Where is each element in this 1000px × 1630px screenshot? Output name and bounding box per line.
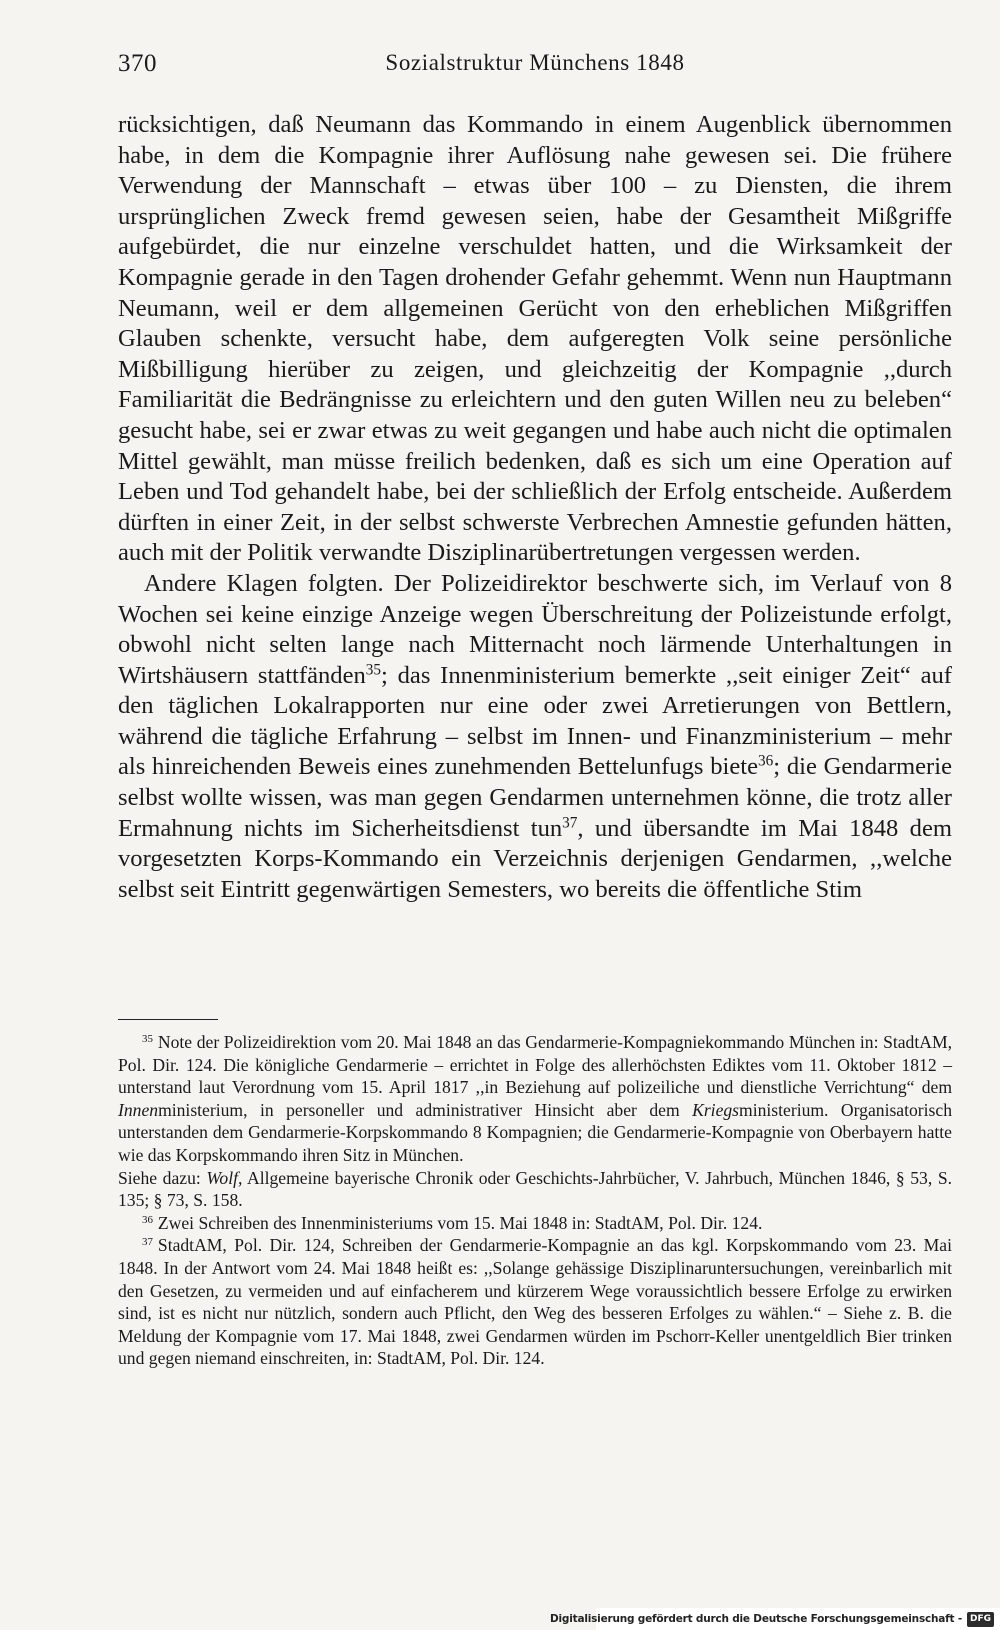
footnote-35-italic-innen: Innen <box>118 1099 159 1120</box>
paragraph-2-part-c: ; die Gendarmerie selbst wollte wissen, was man gegen Gendarmen unternehmen könne, die trotz aller Ermahnung nichts im Sicherheitsdienst tun <box>118 753 952 842</box>
digitization-footer <box>550 1608 1000 1630</box>
main-text <box>118 110 952 905</box>
footnote-35-italic-kriegs: Kriegs <box>692 1099 740 1120</box>
page-header <box>118 50 952 84</box>
footnote-35-text-a: Note der Polizeidirektion vom 20. Mai 1848 an das Gendarmerie-Kompagniekommando München in: StadtAM, Pol. Dir. 124. Die königliche Gendarmerie – errichtet in Folge des allerhöchsten Ediktes vom 11. Oktober 1812 – unterstand laut Verordnung vom 15. April 1817 ,,in Beziehung auf polizeiliche und dienstliche Verrichtung“ dem <box>118 1032 952 1098</box>
paragraph-1: rücksichtigen, daß Neumann das Kommando in einem Augenblick übernommen habe, in dem die Kompagnie ihrer Auflösung nahe gewesen sei. Die frühere Verwendung der Mannschaft – etwas über 100 – zu Diensten, die ihrem ursprünglichen Zweck fremd gewesen seien, habe der Gesamtheit Mißgriffe aufgebürdet, die nur einzelne verschuldet hatten, und die Wirksamkeit der Kompagnie gerade in den Tagen drohender Gefahr gehemmt. Wenn nun Hauptmann Neumann, weil er dem allgemeinen Gerücht von den erheblichen Mißgriffen Glauben schenkte, versucht habe, dem aufgeregten Volk seine persönliche Mißbilligung hierüber zu zeigen, und gleichzeitig der Kompagnie ,,durch Familiarität die Bedrängnisse zu erleichtern und den guten Willen neu zu beleben“ gesucht habe, sei er zwar etwas zu weit gegangen und habe auch nicht die optimalen Mittel gewählt, man müsse freilich bedenken, daß es sich um eine Operation auf Leben und Tod gehandelt habe, bei der schließlich der Erfolg entscheide. Außerdem dürften in einer Zeit, in der selbst schwerste Verbrechen Amnestie gefunden hätten, auch mit der Politik verwandte Disziplinarübertretungen vergessen werden. <box>118 111 952 567</box>
page-number: 370 <box>118 50 157 77</box>
footnote-divider <box>118 1019 218 1020</box>
footnote-36 <box>118 1212 952 1235</box>
footnote-number-37: 37 <box>142 1236 153 1249</box>
funding-note: Digitalisierung gefördert durch die Deutsche Forschungsgemeinschaft - <box>550 1613 962 1625</box>
footnote-37-text: StadtAM, Pol. Dir. 124, Schreiben der Gendarmerie-Kompagnie an das kgl. Korpskommando vom 23. Mai 1848. In der Antwort vom 24. Mai 1848 heißt es: ,,Solange gehässige Disziplinaruntersuchungen, vereinbarlich mit den Gesetzen, zu vermeiden und auf einfacherem und kürzerem Wege voraussichtlich bessere Erfolge zu erwirken sind, ist es nicht nur nützlich, sondern auch Pflicht, den Weg des besseren Erfolges zu wählen.“ – Siehe z. B. die Meldung der Kompagnie vom 17. Mai 1848, zwei Gendarmen würden im Pschorr-Keller unentgeldlich Bier trinken und gegen niemand einschreiten, in: StadtAM, Pol. Dir. 124. <box>118 1235 952 1369</box>
footnote-36-text: Zwei Schreiben des Innenministeriums vom 15. Mai 1848 in: StadtAM, Pol. Dir. 124. <box>157 1212 763 1233</box>
footnote-ref-37[interactable]: 37 <box>562 814 578 832</box>
paragraph-2-part-a: Andere Klagen folgten. Der Polizeidirektor beschwerte sich, im Verlauf von 8 Wochen sei keine einzige Anzeige wegen Überschreitung der Polizeistunde erfolgt, obwohl nicht selten lange nach Mitternacht noch lärmende Unterhaltungen in Wirtshäusern stattfänden <box>118 569 952 689</box>
paragraph-2-part-d: , und übersandte im Mai 1848 dem vorgesetzten Korps-Kommando ein Verzeichnis derjenigen Gendarmen, ,,welche selbst seit Eintritt gegenwärtigen Semesters, wo bereits die öffentliche Stim <box>118 814 952 903</box>
paragraph-2-part-b: ; das Innenministerium bemerkte ,,seit einiger Zeit“ auf den täglichen Lokalrapporten nur eine oder zwei Arretierungen von Bettlern, während die tägliche Erfahrung – selbst im Innen- und Finanzministerium – mehr als hinreichenden Beweis eines zunehmenden Bettelunfugs biete <box>118 661 952 781</box>
footnote-number-36: 36 <box>142 1213 153 1226</box>
paragraph-2 <box>118 569 952 906</box>
footnote-35-cont-a: Siehe dazu: <box>118 1167 207 1188</box>
footnote-number-35: 35 <box>142 1033 153 1045</box>
footnote-35 <box>118 1031 952 1167</box>
footnote-ref-35[interactable]: 35 <box>365 661 382 679</box>
footnotes <box>118 1031 952 1370</box>
dfg-logo-icon: DFG <box>967 1612 994 1627</box>
footnote-ref-36[interactable]: 36 <box>758 753 774 771</box>
footnote-35-text-c: ministerium. Organisatorisch unterstanden dem Gendarmerie-Korpskommando 8 Kompagnien; die Gendarmerie-Kompagnie von Oberbayern hatte wie das Korpskommando ihren Sitz in München. <box>118 1099 952 1165</box>
footnote-35-cont-b: Allgemeine bayerische Chronik oder Geschichts-Jahrbücher, V. Jahrbuch, München 1846, § 53, S. 135; § 73, S. 158. <box>118 1167 952 1211</box>
footnote-35-author-wolf: Wolf, <box>206 1167 243 1188</box>
footnote-35-continuation <box>118 1167 952 1212</box>
footnote-37 <box>118 1234 952 1370</box>
running-title: Sozialstruktur Münchens 1848 <box>385 50 685 75</box>
footnote-35-text-b: ministerium, in personeller und administrativer Hinsicht aber dem <box>158 1099 693 1120</box>
